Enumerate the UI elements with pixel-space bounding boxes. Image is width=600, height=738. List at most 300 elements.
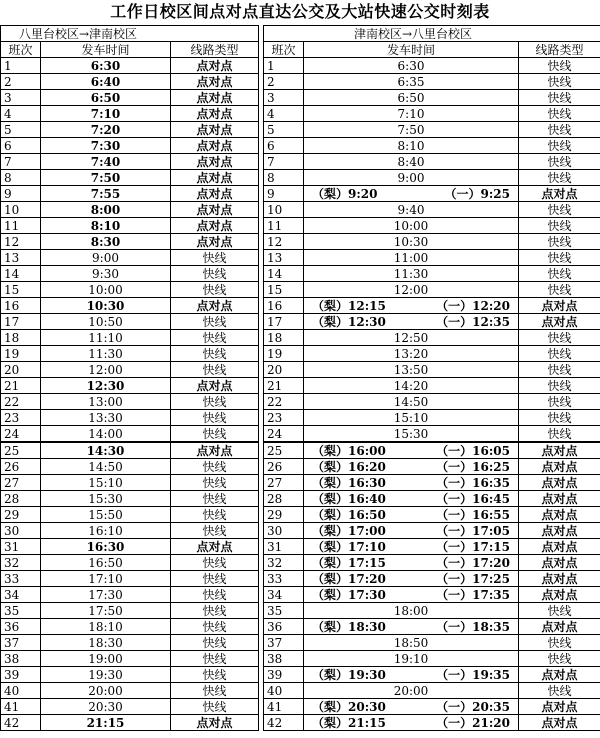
line-type: 点对点 — [519, 442, 600, 459]
departure-time: 7:30 — [41, 138, 171, 154]
trip-number: 16 — [264, 298, 304, 314]
line-type: 快线 — [519, 234, 600, 250]
trip-number: 31 — [264, 539, 304, 555]
departure-time: 13:00 — [41, 394, 171, 410]
trip-number: 5 — [264, 122, 304, 138]
line-type: 点对点 — [519, 459, 600, 475]
table-row — [264, 410, 600, 426]
table-row — [264, 523, 600, 539]
line-type: 快线 — [171, 555, 259, 571]
line-type: 点对点 — [519, 523, 600, 539]
table-row — [264, 202, 600, 218]
left-timetable — [0, 25, 259, 731]
line-type: 点对点 — [171, 58, 259, 74]
trip-number: 12 — [264, 234, 304, 250]
departure-time — [304, 298, 519, 314]
table-row — [1, 426, 259, 443]
table-row — [264, 491, 600, 507]
departure-time: 13:20 — [304, 346, 519, 362]
trip-number: 29 — [1, 507, 41, 523]
table-row — [1, 555, 259, 571]
trip-number: 7 — [1, 154, 41, 170]
line-type: 点对点 — [171, 715, 259, 731]
departure-time — [304, 667, 519, 683]
line-type: 点对点 — [171, 442, 259, 459]
departure-time: 18:30 — [41, 635, 171, 651]
departure-time-yi: （一）19:35 — [436, 667, 510, 682]
trip-number: 12 — [1, 234, 41, 250]
right-header-time: 发车时间 — [304, 42, 519, 58]
departure-time-li: （梨）19:30 — [312, 667, 386, 682]
line-type: 快线 — [171, 683, 259, 699]
departure-time — [304, 587, 519, 603]
departure-time-pair — [306, 540, 516, 554]
departure-time-pair — [306, 572, 516, 586]
table-row — [264, 362, 600, 378]
table-row — [264, 122, 600, 138]
line-type: 点对点 — [171, 186, 259, 202]
trip-number: 9 — [264, 186, 304, 202]
departure-time-yi: （一）17:20 — [436, 555, 510, 570]
line-type: 点对点 — [519, 475, 600, 491]
line-type: 快线 — [519, 74, 600, 90]
table-row — [1, 330, 259, 346]
line-type: 快线 — [519, 603, 600, 619]
departure-time: 6:50 — [304, 90, 519, 106]
trip-number: 20 — [1, 362, 41, 378]
table-row — [264, 298, 600, 314]
table-row — [1, 362, 259, 378]
line-type: 点对点 — [519, 667, 600, 683]
trip-number: 8 — [264, 170, 304, 186]
line-type: 快线 — [519, 138, 600, 154]
table-row — [1, 491, 259, 507]
departure-time: 14:50 — [304, 394, 519, 410]
table-row — [264, 58, 600, 74]
trip-number: 36 — [1, 619, 41, 635]
line-type: 快线 — [171, 410, 259, 426]
departure-time: 8:30 — [41, 234, 171, 250]
departure-time — [304, 699, 519, 715]
trip-number: 11 — [1, 218, 41, 234]
departure-time-pair — [306, 524, 516, 538]
departure-time-yi: （一）17:25 — [436, 571, 510, 586]
line-type: 点对点 — [171, 138, 259, 154]
departure-time: 10:50 — [41, 314, 171, 330]
trip-number: 3 — [264, 90, 304, 106]
line-type: 点对点 — [171, 154, 259, 170]
table-row — [264, 635, 600, 651]
right-direction: 津南校区→八里台校区 — [264, 26, 600, 42]
line-type: 快线 — [171, 250, 259, 266]
line-type: 快线 — [171, 507, 259, 523]
departure-time: 21:15 — [41, 715, 171, 731]
line-type: 点对点 — [171, 298, 259, 314]
table-row — [1, 523, 259, 539]
trip-number: 7 — [264, 154, 304, 170]
line-type: 点对点 — [519, 571, 600, 587]
left-table-body — [1, 58, 259, 731]
table-row — [1, 90, 259, 106]
departure-time: 7:10 — [304, 106, 519, 122]
departure-time-pair — [306, 460, 516, 474]
trip-number: 40 — [264, 683, 304, 699]
departure-time: 16:10 — [41, 523, 171, 539]
departure-time: 18:10 — [41, 619, 171, 635]
trip-number: 10 — [264, 202, 304, 218]
departure-time-yi: （一）18:35 — [436, 619, 510, 634]
departure-time: 12:00 — [304, 282, 519, 298]
trip-number: 25 — [264, 442, 304, 459]
line-type: 点对点 — [171, 74, 259, 90]
trip-number: 16 — [1, 298, 41, 314]
departure-time — [304, 555, 519, 571]
table-row — [264, 282, 600, 298]
table-row — [264, 651, 600, 667]
table-row — [1, 250, 259, 266]
table-row — [1, 106, 259, 122]
table-row — [1, 394, 259, 410]
line-type: 点对点 — [519, 539, 600, 555]
departure-time-pair — [306, 444, 516, 458]
line-type: 点对点 — [171, 202, 259, 218]
departure-time: 7:50 — [304, 122, 519, 138]
departure-time-yi: （一）16:35 — [436, 475, 510, 490]
line-type: 快线 — [519, 651, 600, 667]
departure-time-pair — [306, 668, 516, 682]
table-row — [1, 346, 259, 362]
departure-time: 14:20 — [304, 378, 519, 394]
trip-number: 11 — [264, 218, 304, 234]
departure-time-li: （梨）21:15 — [312, 715, 386, 730]
departure-time-li: （梨）17:00 — [312, 523, 386, 538]
table-row — [1, 170, 259, 186]
line-type: 快线 — [519, 635, 600, 651]
trip-number: 33 — [1, 571, 41, 587]
table-row — [264, 587, 600, 603]
table-row — [264, 715, 600, 731]
departure-time: 12:00 — [41, 362, 171, 378]
trip-number: 32 — [1, 555, 41, 571]
trip-number: 18 — [264, 330, 304, 346]
table-row — [264, 539, 600, 555]
departure-time — [304, 442, 519, 459]
departure-time-pair — [306, 700, 516, 714]
line-type: 快线 — [171, 314, 259, 330]
trip-number: 23 — [1, 410, 41, 426]
table-row — [1, 282, 259, 298]
line-type: 点对点 — [519, 587, 600, 603]
departure-time-li: （梨）17:15 — [312, 555, 386, 570]
line-type: 快线 — [171, 491, 259, 507]
table-row — [264, 170, 600, 186]
table-row — [1, 298, 259, 314]
table-row — [264, 507, 600, 523]
departure-time: 10:30 — [41, 298, 171, 314]
departure-time: 18:50 — [304, 635, 519, 651]
departure-time-pair — [306, 492, 516, 506]
departure-time: 8:10 — [41, 218, 171, 234]
departure-time: 18:00 — [304, 603, 519, 619]
departure-time: 6:30 — [41, 58, 171, 74]
table-row — [1, 266, 259, 282]
table-row — [264, 186, 600, 202]
table-row — [1, 699, 259, 715]
trip-number: 6 — [264, 138, 304, 154]
trip-number: 32 — [264, 555, 304, 571]
line-type: 快线 — [519, 218, 600, 234]
table-row — [1, 154, 259, 170]
line-type: 点对点 — [519, 555, 600, 571]
departure-time: 19:10 — [304, 651, 519, 667]
line-type: 快线 — [519, 330, 600, 346]
trip-number: 4 — [264, 106, 304, 122]
line-type: 点对点 — [171, 90, 259, 106]
left-header-no: 班次 — [1, 42, 41, 58]
line-type: 快线 — [171, 651, 259, 667]
departure-time: 6:40 — [41, 74, 171, 90]
trip-number: 33 — [264, 571, 304, 587]
trip-number: 14 — [1, 266, 41, 282]
table-row — [264, 667, 600, 683]
departure-time-pair — [306, 716, 516, 730]
departure-time-yi: （一）9:25 — [444, 186, 510, 201]
line-type: 快线 — [171, 346, 259, 362]
table-row — [1, 442, 259, 459]
departure-time: 10:30 — [304, 234, 519, 250]
left-header-time: 发车时间 — [41, 42, 171, 58]
table-row — [1, 619, 259, 635]
departure-time — [304, 715, 519, 731]
table-row — [1, 122, 259, 138]
trip-number: 22 — [1, 394, 41, 410]
trip-number: 27 — [1, 475, 41, 491]
line-type: 点对点 — [519, 699, 600, 715]
page-title: 工作日校区间点对点直达公交及大站快速公交时刻表 — [110, 2, 490, 21]
trip-number: 36 — [264, 619, 304, 635]
departure-time: 12:30 — [41, 378, 171, 394]
departure-time-li: （梨）17:10 — [312, 539, 386, 554]
departure-time: 7:55 — [41, 186, 171, 202]
table-row — [1, 74, 259, 90]
line-type: 快线 — [519, 394, 600, 410]
line-type: 点对点 — [171, 378, 259, 394]
trip-number: 8 — [1, 170, 41, 186]
trip-number: 28 — [264, 491, 304, 507]
table-row — [264, 394, 600, 410]
departure-time — [304, 314, 519, 330]
table-row — [264, 426, 600, 443]
line-type: 点对点 — [171, 122, 259, 138]
line-type: 快线 — [171, 394, 259, 410]
trip-number: 30 — [264, 523, 304, 539]
trip-number: 19 — [1, 346, 41, 362]
trip-number: 13 — [264, 250, 304, 266]
line-type: 快线 — [519, 90, 600, 106]
line-type: 快线 — [171, 330, 259, 346]
departure-time: 9:30 — [41, 266, 171, 282]
departure-time: 14:30 — [41, 442, 171, 459]
line-type: 快线 — [519, 683, 600, 699]
departure-time: 11:30 — [304, 266, 519, 282]
table-row — [1, 587, 259, 603]
departure-time-yi: （一）12:20 — [436, 298, 510, 313]
line-type: 点对点 — [171, 234, 259, 250]
departure-time: 9:00 — [41, 250, 171, 266]
line-type: 快线 — [519, 362, 600, 378]
trip-number: 26 — [264, 459, 304, 475]
departure-time: 10:00 — [304, 218, 519, 234]
table-row — [264, 106, 600, 122]
departure-time — [304, 186, 519, 202]
departure-time: 15:10 — [41, 475, 171, 491]
trip-number: 20 — [264, 362, 304, 378]
table-row — [264, 699, 600, 715]
table-row — [1, 410, 259, 426]
line-type: 快线 — [519, 170, 600, 186]
departure-time-li: （梨）17:20 — [312, 571, 386, 586]
trip-number: 21 — [1, 378, 41, 394]
line-type: 快线 — [519, 410, 600, 426]
departure-time-li: （梨）9:20 — [312, 186, 378, 201]
trip-number: 27 — [264, 475, 304, 491]
trip-number: 38 — [264, 651, 304, 667]
trip-number: 39 — [1, 667, 41, 683]
table-row — [1, 378, 259, 394]
left-direction: 八里台校区→津南校区 — [1, 26, 259, 42]
trip-number: 30 — [1, 523, 41, 539]
table-row — [1, 138, 259, 154]
table-row — [264, 266, 600, 282]
table-row — [264, 442, 600, 459]
departure-time: 20:30 — [41, 699, 171, 715]
line-type: 快线 — [519, 122, 600, 138]
departure-time: 9:00 — [304, 170, 519, 186]
trip-number: 41 — [264, 699, 304, 715]
table-row — [1, 635, 259, 651]
departure-time: 7:50 — [41, 170, 171, 186]
departure-time-pair — [306, 187, 516, 201]
line-type: 点对点 — [519, 507, 600, 523]
departure-time: 19:30 — [41, 667, 171, 683]
line-type: 快线 — [171, 459, 259, 475]
line-type: 快线 — [519, 154, 600, 170]
line-type: 快线 — [519, 378, 600, 394]
departure-time: 15:30 — [41, 491, 171, 507]
departure-time — [304, 523, 519, 539]
table-row — [264, 250, 600, 266]
trip-number: 24 — [264, 426, 304, 443]
line-type: 快线 — [519, 250, 600, 266]
departure-time — [304, 539, 519, 555]
trip-number: 25 — [1, 442, 41, 459]
line-type: 快线 — [171, 635, 259, 651]
trip-number: 15 — [264, 282, 304, 298]
departure-time: 7:20 — [41, 122, 171, 138]
trip-number: 17 — [1, 314, 41, 330]
departure-time-li: （梨）20:30 — [312, 699, 386, 714]
line-type: 快线 — [519, 106, 600, 122]
departure-time-li: （梨）16:20 — [312, 459, 386, 474]
trip-number: 9 — [1, 186, 41, 202]
table-row — [1, 58, 259, 74]
line-type: 快线 — [171, 603, 259, 619]
right-header-no: 班次 — [264, 42, 304, 58]
trip-number: 14 — [264, 266, 304, 282]
line-type: 点对点 — [519, 715, 600, 731]
departure-time-yi: （一）21:20 — [436, 715, 510, 730]
table-row — [264, 218, 600, 234]
departure-time-pair — [306, 588, 516, 602]
trip-number: 22 — [264, 394, 304, 410]
departure-time-pair — [306, 315, 516, 329]
table-row — [264, 234, 600, 250]
table-row — [1, 715, 259, 731]
trip-number: 17 — [264, 314, 304, 330]
line-type: 点对点 — [171, 539, 259, 555]
table-row — [1, 651, 259, 667]
table-row — [264, 475, 600, 491]
trip-number: 41 — [1, 699, 41, 715]
line-type: 点对点 — [519, 314, 600, 330]
trip-number: 38 — [1, 651, 41, 667]
departure-time-li: （梨）18:30 — [312, 619, 386, 634]
line-type: 快线 — [171, 362, 259, 378]
trip-number: 2 — [264, 74, 304, 90]
table-row — [1, 186, 259, 202]
trip-number: 29 — [264, 507, 304, 523]
departure-time: 17:10 — [41, 571, 171, 587]
departure-time-pair — [306, 620, 516, 634]
trip-number: 21 — [264, 378, 304, 394]
departure-time — [304, 459, 519, 475]
table-row — [264, 378, 600, 394]
departure-time-pair — [306, 556, 516, 570]
line-type: 快线 — [171, 426, 259, 443]
left-header-type: 线路类型 — [171, 42, 259, 58]
trip-number: 13 — [1, 250, 41, 266]
departure-time: 8:10 — [304, 138, 519, 154]
table-row — [1, 218, 259, 234]
departure-time: 6:30 — [304, 58, 519, 74]
departure-time-pair — [306, 476, 516, 490]
departure-time-yi: （一）17:05 — [436, 523, 510, 538]
trip-number: 28 — [1, 491, 41, 507]
trip-number: 35 — [264, 603, 304, 619]
table-row — [1, 603, 259, 619]
trip-number: 37 — [264, 635, 304, 651]
table-row — [264, 314, 600, 330]
table-row — [1, 571, 259, 587]
trip-number: 37 — [1, 635, 41, 651]
departure-time: 17:30 — [41, 587, 171, 603]
table-row — [264, 90, 600, 106]
table-row — [1, 667, 259, 683]
line-type: 快线 — [519, 58, 600, 74]
table-row — [264, 154, 600, 170]
departure-time-li: （梨）16:40 — [312, 491, 386, 506]
trip-number: 3 — [1, 90, 41, 106]
trip-number: 19 — [264, 346, 304, 362]
departure-time: 11:30 — [41, 346, 171, 362]
departure-time — [304, 491, 519, 507]
line-type: 快线 — [519, 282, 600, 298]
trip-number: 1 — [1, 58, 41, 74]
line-type: 点对点 — [519, 491, 600, 507]
trip-number: 4 — [1, 106, 41, 122]
departure-time-li: （梨）12:30 — [312, 314, 386, 329]
departure-time-yi: （一）17:15 — [436, 539, 510, 554]
